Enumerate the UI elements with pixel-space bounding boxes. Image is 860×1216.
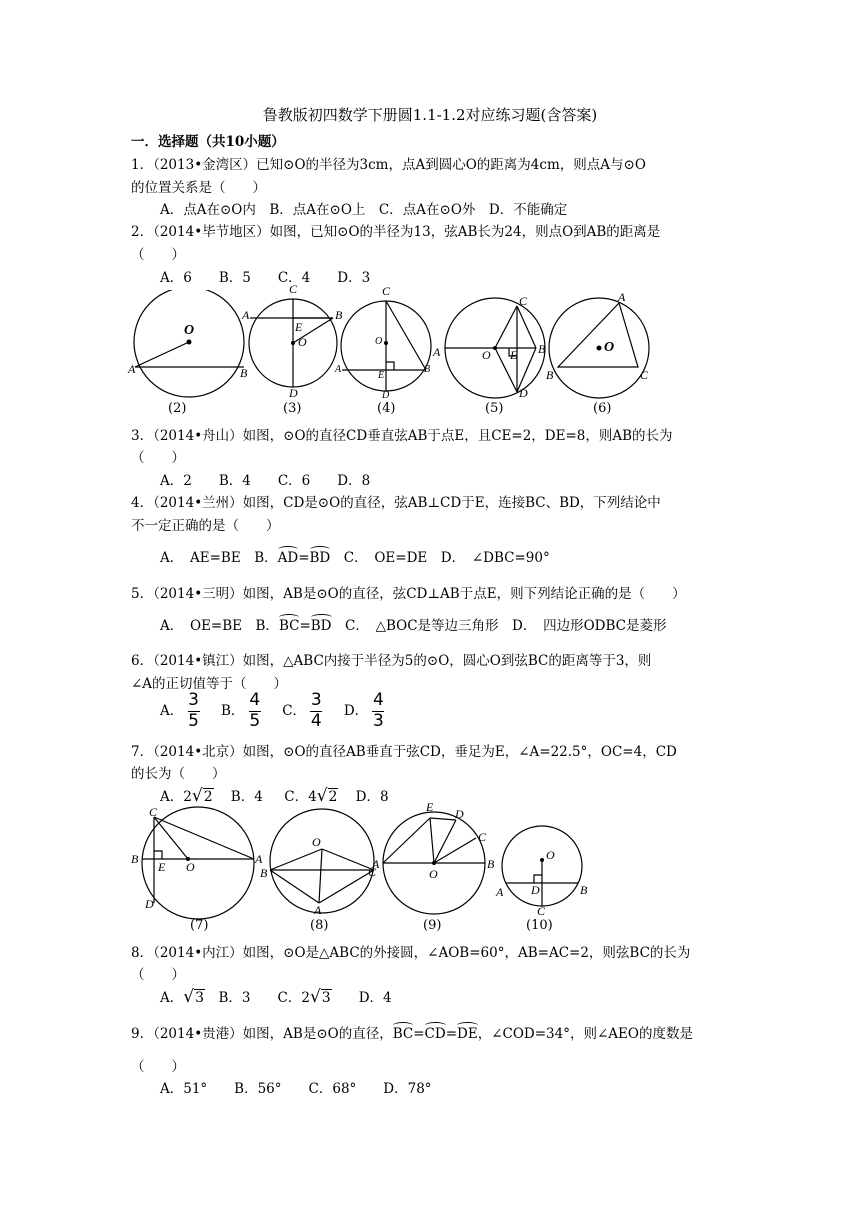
fig5-label-b: B bbox=[538, 342, 546, 356]
question-6-line-1: 6．（2014•镇江）如图，△ABC内接于半径为5的⊙O，圆心O到弦BC的距离等于3，则 bbox=[131, 653, 652, 669]
q8-option-bc: B．3 C．2 bbox=[205, 990, 310, 1006]
fig10-label-a: A bbox=[496, 885, 504, 899]
q7-option-c: C．4 bbox=[284, 789, 317, 805]
q6-fraction-a-den: 5 bbox=[188, 710, 199, 731]
question-3-line-1: 3．（2014•舟山）如图，⊙O的直径CD垂直弦AB于点E，且CE=2，DE=8，则AB的长为 bbox=[131, 428, 673, 444]
question-7-line-1: 7．（2014•北京）如图，⊙O的直径AB垂直于弦CD，垂足为E，∠A=22.5°，OC=4，CD bbox=[131, 744, 677, 760]
q6-fraction-b-den: 5 bbox=[249, 710, 261, 731]
fig7-label-b: B bbox=[131, 852, 139, 866]
figure-caption-4: (4) bbox=[377, 401, 396, 416]
q7-option-d: D．8 bbox=[355, 789, 389, 805]
page-title: 鲁教版初四数学下册圆1.1-1.2对应练习题(含答案) bbox=[262, 106, 598, 124]
question-5-options bbox=[160, 614, 667, 634]
question-1-options: A．点A在⊙O内 B．点A在⊙O上 C．点A在⊙O外 D．不能确定 bbox=[160, 202, 568, 218]
fig9-label-d: D bbox=[455, 807, 464, 821]
q9-arc-de: DE bbox=[457, 1022, 478, 1042]
fig4-label-e: E bbox=[378, 370, 385, 381]
question-9-line-1: 9．（2014•贵港）如图，AB是⊙O的直径，BC=CD=DE，∠COD=34°，则∠AEO的度数是 bbox=[131, 1022, 693, 1042]
fig6-label-c: C bbox=[640, 368, 649, 382]
q9-suffix: ，∠COD=34°，则∠AEO的度数是 bbox=[477, 1026, 693, 1042]
figure-caption-6: (6) bbox=[593, 401, 612, 416]
q6-fraction-d-num: 4 bbox=[373, 690, 384, 710]
figure-caption-10: (10) bbox=[526, 918, 553, 933]
q6-fraction-c bbox=[310, 692, 322, 731]
fig9-label-a: A bbox=[372, 857, 380, 871]
question-1-line-2: 的位置关系是（ ） bbox=[131, 180, 266, 196]
question-8-options: A．√3 B．3 C．2√3 D．4 bbox=[160, 987, 392, 1007]
fig9-label-b: B bbox=[487, 857, 495, 871]
question-4-options bbox=[160, 546, 550, 566]
q4-equals: = bbox=[298, 550, 310, 566]
fig10-label-b: B bbox=[580, 883, 588, 897]
q8-option-a: A． bbox=[160, 990, 184, 1006]
q7-option-a: A．2 bbox=[160, 789, 192, 805]
q4-arc-bd: BD bbox=[310, 546, 331, 566]
fig10-label-o: O bbox=[546, 848, 555, 862]
fig5-label-d: D bbox=[519, 386, 528, 400]
question-7-options: A．2√2 B．4 C．4√2 D．8 bbox=[160, 786, 389, 806]
q8-radicand-c: 3 bbox=[321, 990, 331, 1006]
q5-option-cd: C． △BOC是等边三角形 D． 四边形ODBC是菱形 bbox=[331, 618, 667, 634]
fig5-label-o: O bbox=[482, 348, 491, 362]
q5-arc-bd: BD bbox=[311, 614, 332, 634]
q4-option-cd: C． OE=DE D． ∠DBC=90° bbox=[330, 550, 550, 566]
fig4-label-b: B bbox=[424, 364, 431, 375]
section-heading: 一．选择题（共10小题） bbox=[131, 134, 285, 150]
fig3-label-a: A bbox=[242, 308, 250, 322]
fig6-label-o: O bbox=[604, 340, 615, 355]
q5-equals: = bbox=[299, 618, 311, 634]
fig6-label-b: B bbox=[546, 368, 554, 382]
question-5-line-1: 5．（2014•三明）如图，AB是⊙O的直径，弦CD⊥AB于点E，则下列结论正确的是（ ） bbox=[131, 586, 686, 602]
question-3-line-2: （ ） bbox=[131, 450, 185, 466]
question-4-line-2: 不一定正确的是（ ） bbox=[131, 518, 280, 534]
question-8-line-1: 8．（2014•内江）如图，⊙O是△ABC的外接圆，∠AOB=60°，AB=AC=2，则弦BC的长为 bbox=[131, 945, 691, 961]
fig3-label-e: E bbox=[295, 320, 303, 334]
question-8-line-2: （ ） bbox=[131, 967, 185, 983]
figure-caption-3: (3) bbox=[283, 401, 302, 416]
fig8-label-c: C bbox=[368, 865, 377, 879]
q8-option-d: D．4 bbox=[331, 990, 392, 1006]
question-2-line-2: （ ） bbox=[131, 247, 185, 263]
figure-caption-8: (8) bbox=[310, 918, 329, 933]
fig7-label-d: D bbox=[145, 897, 154, 911]
fig3-label-o: O bbox=[298, 335, 307, 349]
q6-fraction-d bbox=[372, 692, 384, 731]
q9-prefix: 9．（2014•贵港）如图，AB是⊙O的直径， bbox=[131, 1026, 393, 1042]
fig10-label-c: C bbox=[537, 904, 546, 918]
fig7-label-e: E bbox=[158, 860, 166, 874]
fig9-label-o: O bbox=[429, 867, 438, 881]
fig7-label-a: A bbox=[255, 852, 263, 866]
q5-arc-bc: BC bbox=[279, 614, 300, 634]
fig4-label-a: A bbox=[335, 364, 342, 375]
q6-fraction-b bbox=[249, 692, 261, 731]
q6-fraction-b-num: 4 bbox=[249, 690, 261, 710]
question-9-line-2: （ ） bbox=[131, 1059, 185, 1075]
figure-caption-5: (5) bbox=[485, 401, 504, 416]
fig3-label-c: C bbox=[289, 282, 298, 296]
fig5-label-e: E bbox=[510, 348, 518, 362]
figure-row-2 bbox=[128, 800, 598, 920]
fig2-label-b: B bbox=[240, 366, 248, 380]
q5-option-a: A． OE=BE B． bbox=[160, 618, 279, 634]
q6-fraction-c-den: 4 bbox=[310, 710, 322, 731]
q9-arc-bc: BC bbox=[393, 1022, 414, 1042]
question-6-options bbox=[160, 692, 384, 731]
fig8-label-b: B bbox=[260, 866, 268, 880]
fig2-label-a: A bbox=[128, 362, 136, 376]
q7-option-b: B．4 bbox=[230, 789, 263, 805]
q6-fraction-a-num: 3 bbox=[188, 690, 199, 710]
fig2-label-o: O bbox=[184, 323, 195, 338]
fig8-label-a: A bbox=[314, 903, 322, 917]
fig7-label-o: O bbox=[186, 860, 195, 874]
q6-label-c: C． bbox=[282, 702, 307, 719]
question-7-line-2: 的长为（ ） bbox=[131, 766, 226, 782]
question-2-options: A．6 B．5 C．4 D．3 bbox=[160, 270, 371, 286]
fig4-label-c: C bbox=[382, 284, 391, 298]
figure-row-2-drawing bbox=[128, 805, 598, 920]
q4-option-a: A． AE=BE B． bbox=[160, 550, 278, 566]
question-3-options: A．2 B．4 C．6 D．8 bbox=[160, 473, 371, 489]
figure-caption-2: (2) bbox=[168, 401, 187, 416]
q6-label-d: D． bbox=[343, 702, 369, 719]
q4-arc-ad: AD bbox=[278, 546, 299, 566]
q6-fraction-a bbox=[188, 692, 200, 731]
figure-caption-9: (9) bbox=[423, 918, 442, 933]
question-6-line-2: ∠A的正切值等于（ ） bbox=[131, 676, 288, 692]
q6-fraction-c-num: 3 bbox=[310, 690, 322, 710]
fig5-label-a: A bbox=[433, 345, 441, 359]
fig3-label-d: D bbox=[289, 386, 298, 400]
fig8-label-o: O bbox=[312, 835, 321, 849]
q6-label-b: B． bbox=[221, 702, 245, 719]
question-1-line-1: 1．（2013•金湾区）已知⊙O的半径为3cm，点A到圆心O的距离为4cm，则点A与⊙O bbox=[131, 157, 646, 173]
question-2-line-1: 2．（2014•毕节地区）如图，已知⊙O的半径为13，弦AB长为24，则点O到AB的距离是 bbox=[131, 224, 661, 240]
q7-radicand-c: 2 bbox=[328, 789, 338, 805]
fig3-label-b: B bbox=[335, 308, 343, 322]
figure-caption-7: (7) bbox=[190, 918, 209, 933]
figure-row-1 bbox=[128, 282, 728, 415]
q6-fraction-d-den: 3 bbox=[373, 710, 384, 731]
q9-arc-cd: CD bbox=[425, 1022, 446, 1042]
question-9-options: A．51° B．56° C．68° D．78° bbox=[160, 1081, 432, 1097]
fig9-label-e: E bbox=[426, 800, 434, 814]
fig4-label-o: O bbox=[375, 336, 383, 347]
fig10-label-d: D bbox=[531, 883, 540, 897]
q6-label-a: A． bbox=[160, 702, 184, 719]
fig9-label-c: C bbox=[478, 830, 487, 844]
question-4-line-1: 4．（2014•兰州）如图，CD是⊙O的直径，弦AB⊥CD于E，连接BC、BD，下列结论中 bbox=[131, 495, 661, 511]
fig4-label-d: D bbox=[382, 390, 390, 401]
q7-radicand-a: 2 bbox=[203, 789, 213, 805]
fig6-label-a: A bbox=[618, 290, 626, 304]
figure-row-1-drawing bbox=[128, 290, 728, 415]
fig7-label-c: C bbox=[149, 805, 158, 819]
fig5-label-c: C bbox=[519, 294, 528, 308]
q8-radicand-a: 3 bbox=[195, 990, 205, 1006]
